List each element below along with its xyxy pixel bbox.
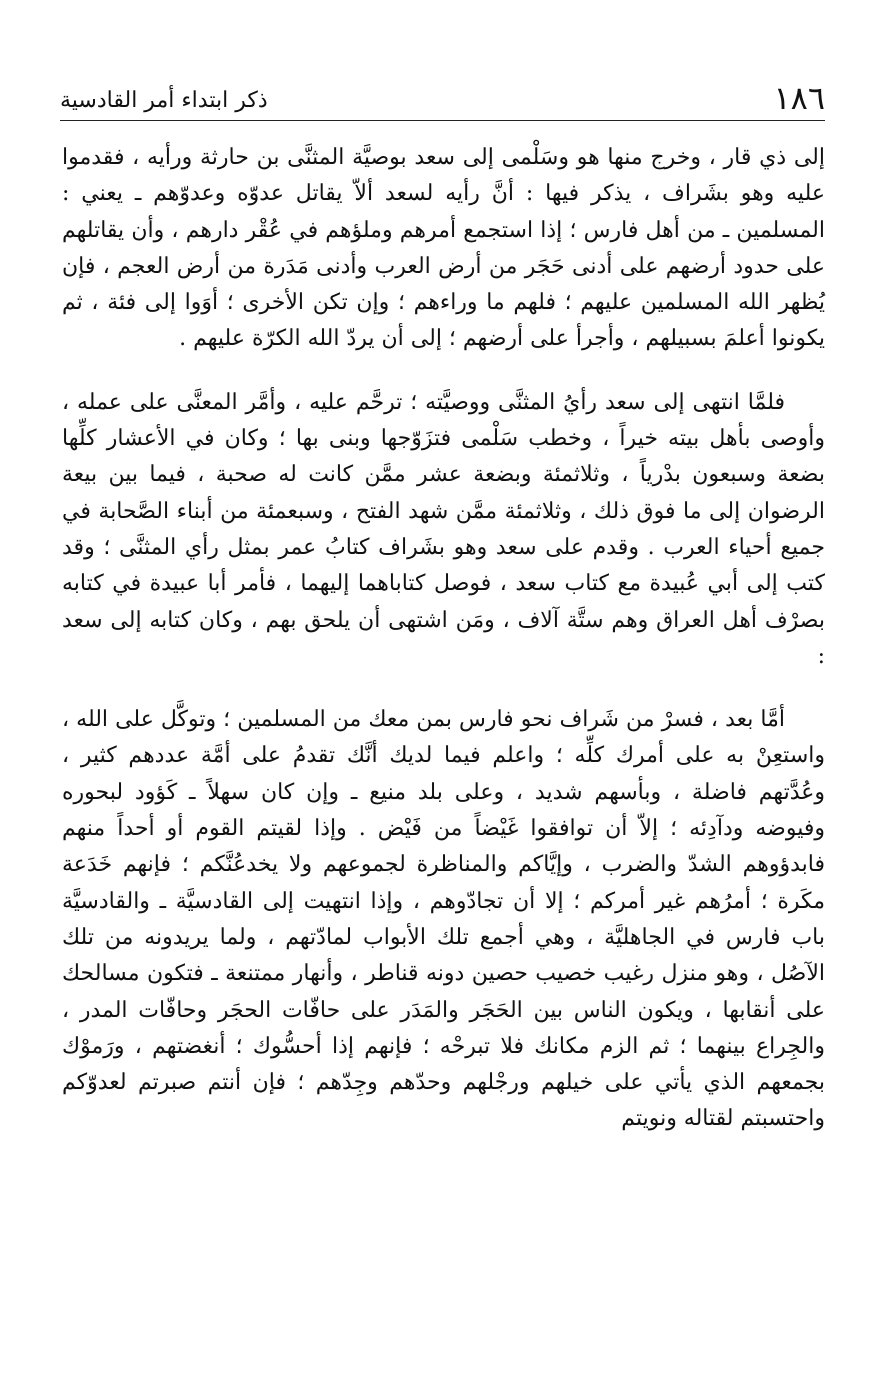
running-title: ذكر ابتداء أمر القادسية — [60, 88, 268, 113]
paragraph: إلى ذي قار ، وخرج منها هو وسَلْمى إلى سعد بوصيَّة المثنَّى بن حارثة ورأيه ، فقدموا عليه وهو بشَراف ، يذكر فيها : أنَّ رأيه لسعد ألاّ يقاتل عدوّه وعدوّهم ـ يعني : المسلمين ـ من أهل فارس ؛ إذا استجمع أمرهم وملؤهم في عُقْر دارهم ، وأن يقاتلهم على حدود أرضهم على أدنى حَجَر من أرض العرب وأدنى مَدَرة من أرض العجم ، فإن يُظهر الله المسلمين عليهم ؛ فلهم ما وراءهم ؛ وإن تكن الأخرى ؛ أوَوا إلى فئة ، ثم يكونوا أعلمَ بسبيلهم ، وأجرأ على أرضهم ؛ إلى أن يردّ الله الكرّة عليهم . — [62, 145, 825, 352]
page-header — [60, 70, 825, 118]
body-text — [62, 140, 825, 1138]
paragraph: أمَّا بعد ، فسرْ من شَراف نحو فارس بمن معك من المسلمين ؛ وتوكَّل على الله ، واستعِنْ به على أمرك كلِّه ؛ واعلم فيما لديك أنَّك تقدمُ على أمَّة عددهم كثير ، وعُدَّتهم فاضلة ، وبأسهم شديد ، وعلى بلد منيع ـ وإن كان سهلاً ـ كَؤود لبحوره وفيوضه ودآدِئه ؛ إلاّ أن توافقوا غَيْضاً من فَيْض . وإذا لقيتم القوم أو أحداً منهم فابدؤوهم الشدّ والضرب ، وإيَّاكم والمناظرة لجموعهم ولا يخدعُنَّكم ؛ فإنهم خَدَعة مكَرة ؛ أمرُهم غير أمركم ؛ إلا أن تجادّوهم ، وإذا انتهيت إلى القادسيَّة ـ والقادسيَّة باب فارس في الجاهليَّة ، وهي أجمع تلك الأبواب لمادّتهم ، ولما يريدونه من تلك الآصُل ، وهو منزل رغيب خصيب حصين دونه قناطر ، وأنهار ممتنعة ـ فتكون مسالحك على أنقابها ، ويكون الناس بين الحَجَر والمَدَر على حافّات الحجَر وحافّات المدر ، والجِراع بينهما ؛ ثم الزم مكانك فلا تبرحْه ؛ فإنهم إذا أحسُّوك ؛ أنغضتهم ، ورَموْك بجمعهم الذي يأتي على خيلهم ورجْلهم وحدّهم وجِدّهم ؛ فإن أنتم صبرتم لعدوّكم واحتسبتم لقتاله ونويتم — [62, 707, 825, 1132]
page-number: ١٨٦ — [773, 79, 825, 117]
header-rule — [60, 120, 825, 121]
paragraph: فلمَّا انتهى إلى سعد رأيُ المثنَّى ووصيَّته ؛ ترحَّم عليه ، وأمَّر المعنَّى على عمله ، وأوصى بأهل بيته خيراً ، وخطب سَلْمى فتزَوّجها وبنى بها ؛ وكان في الأعشار كلِّها بضعة وسبعون بدْرياً ، وثلاثمئة وبضعة عشر ممَّن كانت له صحبة ، فيما بين بيعة الرضوان إلى ما فوق ذلك ، وثلاثمئة ممَّن شهد الفتح ، وسبعمئة من أبناء الصَّحابة في جميع أحياء العرب . وقدم على سعد وهو بشَراف كتابُ عمر بمثل رأي المثنَّى ؛ وقد كتب إلى أبي عُبيدة مع كتاب سعد ، فوصل كتاباهما إليهما ، فأمر أبا عبيدة في كتابه بصرْف أهل العراق وهم ستَّة آلاف ، ومَن اشتهى أن يلحق بهم ، وكان كتابه إلى سعد : — [62, 389, 825, 669]
